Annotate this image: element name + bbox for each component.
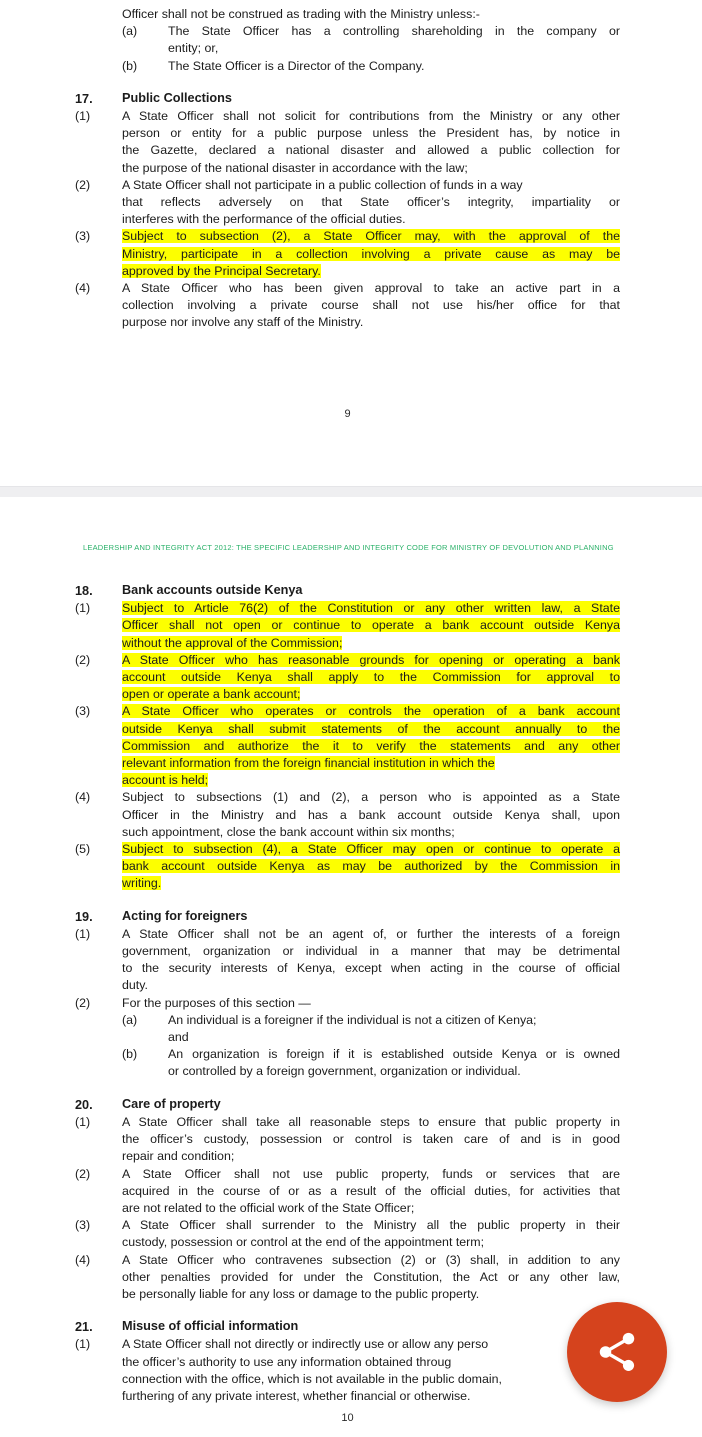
clause-text [122, 600, 620, 652]
clause-item [75, 228, 620, 280]
text-line [122, 1166, 620, 1183]
text-line [168, 1029, 620, 1046]
section-heading [75, 91, 620, 108]
clause-item [75, 995, 620, 1081]
text-line [122, 6, 620, 23]
clause-item [75, 926, 620, 995]
text-line [122, 617, 620, 634]
text-line [122, 738, 620, 755]
item-marker: (1) [75, 601, 91, 616]
text-line [122, 228, 620, 245]
item-marker: (1) [75, 1114, 91, 1129]
text-line [122, 807, 620, 824]
section-number: 17. [75, 91, 93, 106]
highlighted-text: relevant information from the foreign financial institution in which the [122, 756, 495, 771]
clause-item [75, 1166, 620, 1218]
text-line [122, 1286, 620, 1303]
text: the purpose of the national disaster in accordance with the law; [122, 160, 468, 175]
highlighted-text: A State Officer who has reasonable grounds for opening or operating a bank [122, 652, 620, 667]
text-line [122, 755, 620, 772]
text-line [122, 960, 620, 977]
item-marker: (2) [75, 652, 91, 667]
section-title: Misuse of official information [122, 1319, 299, 1334]
text: purpose nor involve any staff of the Ministry. [122, 315, 364, 330]
clause-item [75, 600, 620, 652]
sub-item [122, 23, 620, 57]
text: that reflects adversely on that State officer’s integrity, impartiality or [122, 195, 620, 210]
text-line [122, 669, 620, 686]
text-line [122, 1183, 620, 1200]
text-line [122, 125, 620, 142]
text: repair and condition; [122, 1149, 235, 1164]
text: to the security interests of Kenya, except when acting in the course of official [122, 961, 620, 976]
text-line [168, 23, 620, 40]
sub-item [122, 1012, 620, 1046]
clause-item [75, 703, 620, 789]
highlighted-text: account is held; [122, 773, 209, 788]
item-marker: (2) [75, 995, 91, 1010]
text: A State Officer who contravenes subsection (2) or (3) shall, in addition to any [122, 1252, 620, 1267]
clause-text [122, 841, 620, 893]
sub-item-marker: (b) [122, 58, 138, 73]
item-marker: (5) [75, 842, 91, 857]
sub-item-text [168, 23, 620, 57]
clause-text [122, 177, 620, 229]
document-page-9 [0, 0, 702, 420]
clause-text [122, 995, 620, 1081]
clause-item [75, 652, 620, 704]
text: A State Officer shall not use public property, funds or services that are [122, 1166, 620, 1181]
highlighted-text: open or operate a bank account; [122, 687, 301, 702]
highlighted-text: writing. [122, 876, 162, 891]
section-heading [75, 583, 620, 600]
document-page-10 [0, 497, 702, 1437]
text-line [122, 721, 620, 738]
text: Subject to subsections (1) and (2), a person who is appointed as a State [122, 790, 620, 805]
highlighted-text: Ministry, participate in a collection involving a private cause as may be [122, 246, 620, 261]
text-line [122, 977, 620, 994]
highlighted-text: Commission and authorize the it to verify the statements and any other [122, 738, 620, 753]
text-line [168, 1012, 620, 1029]
clause-text [122, 1166, 620, 1218]
text-line [168, 40, 620, 57]
text-line [122, 686, 620, 703]
text: A State Officer shall take all reasonable steps to ensure that public property in [122, 1114, 620, 1129]
text-line [122, 280, 620, 297]
text-line [122, 1252, 620, 1269]
text-line [122, 1354, 620, 1371]
text: The State Officer has a controlling shareholding in the company or [168, 24, 620, 39]
highlighted-text: Subject to Article 76(2) of the Constitution or any other written law, a State [122, 601, 620, 616]
clause-text [122, 280, 620, 332]
text: person or entity for a public purpose unless the President has, by notice in [122, 126, 620, 141]
item-marker: (1) [75, 926, 91, 941]
text: An organization is foreign if it is established outside Kenya or is owned [168, 1047, 620, 1062]
text: Officer shall not be construed as trading with the Ministry unless:- [122, 7, 480, 21]
section-title: Care of property [122, 1096, 221, 1111]
clause-item [75, 177, 620, 229]
text: duty. [122, 978, 148, 993]
text-line [168, 1063, 620, 1080]
clause-item [75, 789, 620, 841]
clause-text [122, 652, 620, 704]
text: An individual is a foreigner if the individual is not a citizen of Kenya; [168, 1012, 537, 1027]
text: government, organization or individual in a manner that may be detrimental [122, 944, 620, 959]
text: acquired in the course of or as a result of the official duties, for activities that [122, 1183, 620, 1198]
text-line [122, 1371, 620, 1388]
text: such appointment, close the bank account within six months; [122, 824, 455, 839]
text: be personally liable for any loss or damage to the public property. [122, 1286, 480, 1301]
text: entity; or, [168, 41, 219, 56]
clause-item [75, 1336, 620, 1405]
clause-text [122, 228, 620, 280]
text: custody, possession or control at the end of the appointment term; [122, 1235, 485, 1250]
text: or controlled by a foreign government, organization or individual. [168, 1064, 521, 1079]
text-line [122, 841, 620, 858]
section-title: Public Collections [122, 90, 232, 105]
item-marker: (3) [75, 1218, 91, 1233]
text: For the purposes of this section — [122, 995, 311, 1010]
text-line [122, 211, 620, 228]
section-heading [75, 909, 620, 926]
text-line [122, 177, 620, 194]
text-line [122, 246, 620, 263]
text-line [122, 824, 620, 841]
section-title: Bank accounts outside Kenya [122, 583, 303, 597]
text-line [122, 789, 620, 806]
text: the officer’s custody, possession or control is taken care of and is in good [122, 1132, 620, 1147]
continuation-block [75, 6, 620, 75]
text-line [122, 635, 620, 652]
text-line [122, 314, 620, 331]
page-break-band [0, 486, 702, 497]
item-marker: (2) [75, 1166, 91, 1181]
text-line [122, 1200, 620, 1217]
page-number: 9 [344, 407, 351, 420]
clause-text [122, 789, 620, 841]
section-17 [75, 91, 620, 332]
text: are not related to the official work of the State Officer; [122, 1200, 415, 1215]
highlighted-text: Officer shall not open or continue to operate a bank account outside Kenya [122, 618, 620, 633]
text: A State Officer shall not solicit for contributions from the Ministry or any other [122, 109, 620, 124]
text: A State Officer shall not participate in a public collection of funds in a way [122, 177, 523, 192]
clause-text [122, 926, 620, 995]
highlighted-text: Subject to subsection (4), a State Officer may open or continue to operate a [122, 842, 620, 857]
section-21 [75, 1319, 620, 1405]
clause-item [75, 841, 620, 893]
text: A State Officer who has been given approval to take an active part in a [122, 281, 620, 296]
section-heading [75, 1319, 620, 1336]
item-marker: (4) [75, 790, 91, 805]
clause-text [122, 1252, 620, 1304]
text-line [122, 142, 620, 159]
section-number: 19. [75, 909, 93, 924]
section-number: 21. [75, 1320, 93, 1335]
text-line [168, 58, 620, 75]
text-line [122, 858, 620, 875]
text-line [122, 1114, 620, 1131]
highlighted-text: A State Officer who operates or controls the operation of a bank account [122, 704, 620, 719]
text: collection involving a private course shall not use his/her office for that [122, 298, 620, 313]
text: Officer in the Ministry and has a bank account outside Kenya shall, upon [122, 807, 620, 822]
share-icon [594, 1329, 640, 1375]
text-line [122, 194, 620, 211]
text-line [122, 600, 620, 617]
clause-text [122, 703, 620, 789]
text-line [122, 1217, 620, 1234]
sub-item [122, 1046, 620, 1080]
text: and [168, 1030, 189, 1045]
section-18 [75, 583, 620, 893]
text-line [122, 1131, 620, 1148]
text: other penalties provided for under the Constitution, the Act or any other law, [122, 1269, 620, 1284]
clause-text [122, 1217, 620, 1251]
section-title: Acting for foreigners [122, 908, 248, 923]
text-line [122, 108, 620, 125]
highlighted-text: bank account outside Kenya as may be authorized by the Commission in [122, 859, 620, 874]
item-marker: (4) [75, 1252, 91, 1267]
text: A State Officer shall not directly or indirectly use or allow any perso [122, 1337, 489, 1352]
section-20 [75, 1097, 620, 1303]
text-line [122, 703, 620, 720]
text-line [122, 1388, 620, 1405]
text: the officer’s authority to use any information obtained throug [122, 1354, 452, 1369]
highlighted-text: outside Kenya shall submit statements of the account annually to the [122, 721, 620, 736]
section-heading [75, 1097, 620, 1114]
text: connection with the office, which is not available in the public domain, [122, 1371, 502, 1386]
share-button[interactable] [567, 1302, 667, 1402]
sub-item [122, 58, 620, 75]
text: A State Officer shall surrender to the Ministry all the public property in their [122, 1218, 620, 1233]
text: The State Officer is a Director of the Company. [168, 58, 425, 73]
section-number: 20. [75, 1097, 93, 1112]
running-header: LEADERSHIP AND INTEGRITY ACT 2012: THE SPECIFIC LEADERSHIP AND INTEGRITY CODE FOR MINISTRY OF DEVOLUTION AND PLANNING [83, 543, 614, 552]
text-line [122, 1148, 620, 1165]
item-marker: (3) [75, 704, 91, 719]
clause-item [75, 1217, 620, 1251]
text-line [122, 1336, 620, 1353]
text-line [122, 875, 620, 892]
highlighted-text: approved by the Principal Secretary. [122, 263, 321, 278]
highlighted-text: account outside Kenya shall apply to the Commission for approval to [122, 670, 620, 685]
text-line [122, 1234, 620, 1251]
sub-item-text [168, 1012, 620, 1046]
text-line [122, 943, 620, 960]
text-line [122, 652, 620, 669]
clause-item [75, 1114, 620, 1166]
text-line [122, 1269, 620, 1286]
sub-item-text [168, 58, 620, 75]
clause-text [122, 108, 620, 177]
sub-item-text [168, 1046, 620, 1080]
clause-text [122, 1336, 620, 1405]
text-line [122, 297, 620, 314]
clause-item [75, 280, 620, 332]
item-marker: (1) [75, 109, 91, 124]
section-19 [75, 909, 620, 1081]
highlighted-text: Subject to subsection (2), a State Officer may, with the approval of the [122, 229, 620, 244]
clause-item [75, 1252, 620, 1304]
highlighted-text: without the approval of the Commission; [122, 635, 343, 650]
text: furthering of any private interest, whether financial or otherwise. [122, 1388, 471, 1403]
text-line [122, 263, 620, 280]
text-line [122, 772, 620, 789]
text-line [168, 1046, 620, 1063]
text: A State Officer shall not be an agent of, or further the interests of a foreign [122, 926, 620, 941]
sub-item-marker: (a) [122, 24, 138, 39]
text-line [122, 926, 620, 943]
page-number: 10 [341, 1412, 354, 1425]
sub-item-marker: (a) [122, 1012, 138, 1027]
text-line [122, 160, 620, 177]
item-marker: (1) [75, 1337, 91, 1352]
item-marker: (2) [75, 177, 91, 192]
clause-item [75, 108, 620, 177]
sub-item-marker: (b) [122, 1047, 138, 1062]
clause-text [122, 1114, 620, 1166]
section-number: 18. [75, 584, 93, 598]
text: the Gazette, declared a national disaster and allowed a public collection for [122, 143, 620, 158]
item-marker: (3) [75, 229, 91, 244]
item-marker: (4) [75, 281, 91, 296]
text-line [122, 995, 620, 1012]
text: interferes with the performance of the official duties. [122, 212, 406, 227]
